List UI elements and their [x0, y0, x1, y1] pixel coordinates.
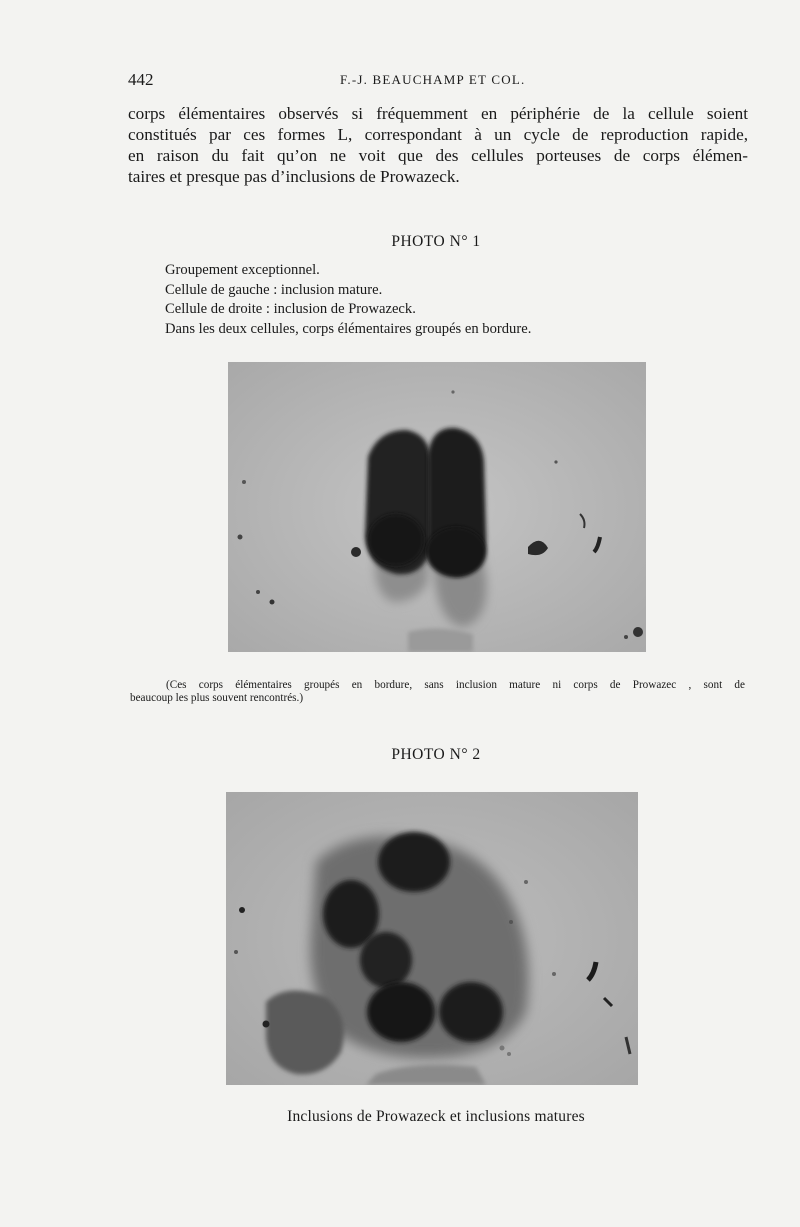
note-line: beaucoup les plus souvent rencontrés.) — [130, 692, 304, 704]
photo-1-note — [130, 679, 745, 705]
legend-line: Dans les deux cellules, corps élémentaires groupés en bordure. — [165, 320, 532, 337]
body-line: corps élémentaires observés si fréquemment en périphérie de la cellule soient — [128, 104, 748, 123]
photo-1-title: PHOTO N° 1 — [391, 233, 481, 250]
page-number: 442 — [128, 70, 154, 89]
photo-1-legend — [165, 261, 531, 339]
running-head — [128, 70, 748, 92]
photo-2-title: PHOTO N° 2 — [391, 746, 481, 763]
body-line: en raison du fait qu’on ne voit que des cellules porteuses de corps élémen- — [128, 146, 748, 165]
legend-line: Groupement exceptionnel. — [165, 262, 320, 278]
running-title: F.-J. BEAUCHAMP ET COL. — [340, 72, 526, 87]
body-paragraph — [128, 103, 748, 187]
micrograph-photo-2 — [226, 792, 638, 1085]
body-line: taires et presque pas d’inclusions de Prowazeck. — [128, 167, 460, 186]
body-line: constitués par ces formes L, correspondant à un cycle de reproduction rapide, — [128, 125, 748, 144]
micrograph-photo-1-image — [228, 362, 646, 652]
note-line: (Ces corps élémentaires groupés en bordure, sans inclusion mature ni corps de Prowazec , sont de — [166, 679, 745, 691]
legend-line: Cellule de droite : inclusion de Prowazeck. — [165, 301, 416, 317]
micrograph-photo-2-image — [226, 792, 638, 1085]
micrograph-photo-1 — [228, 362, 646, 652]
photo-2-caption: Inclusions de Prowazeck et inclusions matures — [287, 1108, 585, 1125]
legend-line: Cellule de gauche : inclusion mature. — [165, 281, 383, 298]
